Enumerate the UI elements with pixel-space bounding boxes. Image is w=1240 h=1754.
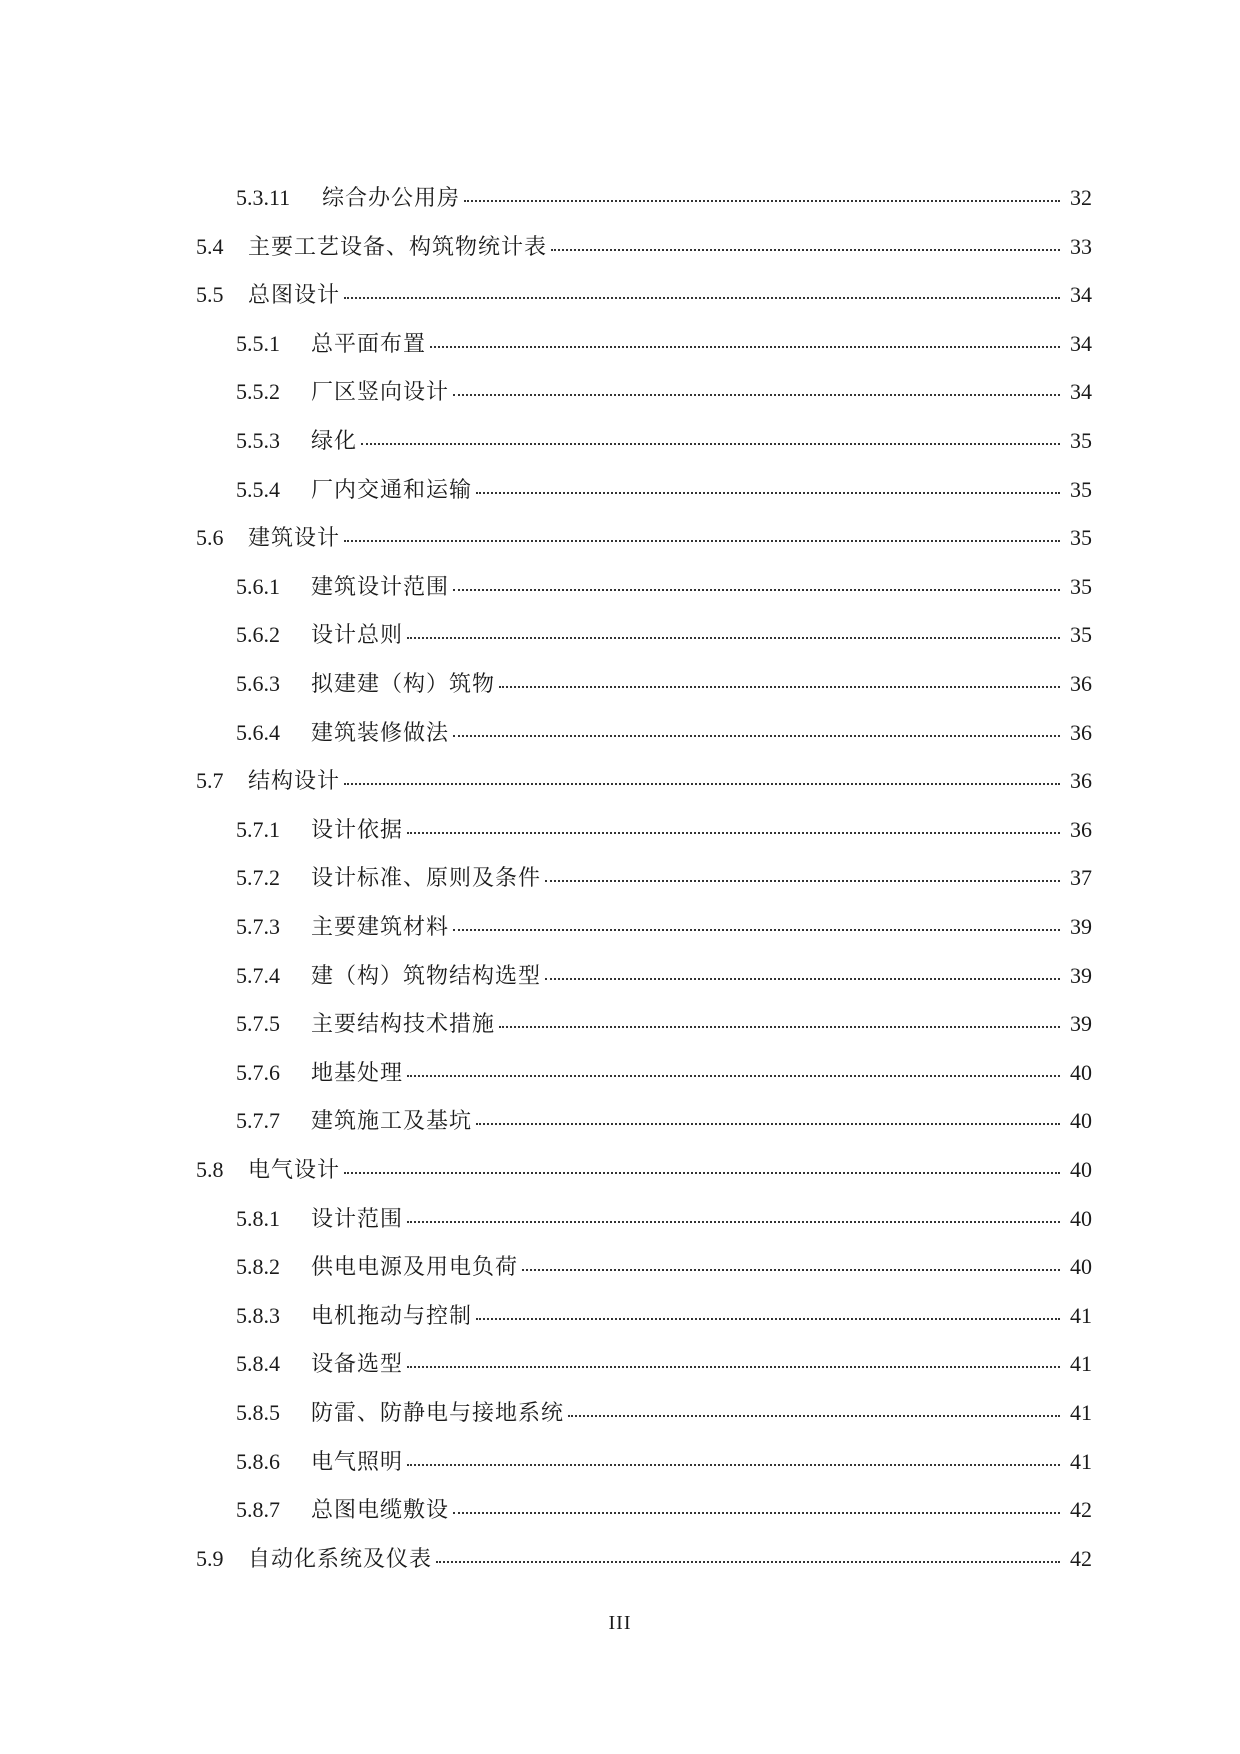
toc-entry-title: 建筑设计范围 [311, 574, 450, 600]
page-number: III [608, 1612, 632, 1634]
toc-entry-number: 5.6.1 [236, 573, 280, 599]
toc-entry-number: 5.8.5 [236, 1400, 280, 1425]
toc-dot-leader [430, 346, 1060, 348]
toc-entry[interactable] [236, 1490, 1092, 1530]
toc-dot-leader [545, 880, 1060, 882]
toc-entry[interactable] [236, 1296, 1092, 1336]
toc-entry-title: 建筑装修做法 [311, 720, 450, 746]
toc-entry-title: 地基处理 [311, 1060, 404, 1086]
toc-entry-page: 35 [1070, 573, 1092, 599]
toc-entry-page: 37 [1070, 865, 1092, 891]
toc-entry-title: 电气设计 [248, 1158, 341, 1183]
toc-dot-leader [453, 735, 1060, 737]
toc-dot-leader [407, 1464, 1060, 1466]
toc-entry-page: 41 [1070, 1302, 1092, 1328]
toc-entry-title: 厂内交通和运输 [311, 477, 473, 503]
toc-entry-page: 39 [1070, 914, 1092, 939]
toc-entry-page: 34 [1070, 282, 1092, 308]
toc-entry-page: 40 [1070, 1205, 1092, 1231]
toc-dot-leader [453, 589, 1060, 591]
toc-entry-title: 建筑设计 [248, 526, 341, 552]
toc-entry-page: 34 [1070, 379, 1092, 405]
toc-dot-leader [344, 783, 1060, 785]
toc-entry-page: 40 [1070, 1157, 1092, 1182]
toc-dot-leader [568, 1415, 1060, 1417]
toc-entry-number: 5.8.3 [236, 1302, 280, 1328]
toc-entry[interactable] [236, 1053, 1092, 1093]
toc-dot-leader [344, 1172, 1060, 1174]
toc-entry-page: 34 [1070, 330, 1092, 356]
toc-entry-title: 设计总则 [311, 623, 404, 649]
toc-entry-number: 5.7 [196, 768, 224, 794]
toc-entry[interactable] [236, 1247, 1092, 1287]
toc-entry-page: 39 [1070, 962, 1092, 988]
toc-entry[interactable] [236, 1442, 1092, 1482]
toc-entry[interactable] [236, 324, 1092, 364]
toc-entry-title: 设计标准、原则及条件 [311, 866, 542, 892]
toc-entry-number: 5.6.2 [236, 622, 280, 648]
toc-entry-number: 5.7.2 [236, 865, 280, 891]
toc-entry-page: 40 [1070, 1108, 1092, 1134]
toc-entry-number: 5.7.1 [236, 816, 280, 842]
toc-dot-leader [499, 686, 1060, 688]
toc-entry-page: 33 [1070, 233, 1092, 259]
toc-entry-title: 供电电源及用电负荷 [311, 1255, 519, 1281]
toc-entry-number: 5.8.4 [236, 1351, 280, 1377]
toc-entry-number: 5.8 [196, 1157, 224, 1182]
toc-entry[interactable] [196, 275, 1092, 315]
toc-entry-title: 结构设计 [248, 769, 341, 795]
toc-entry-title: 总图设计 [248, 283, 341, 309]
toc-dot-leader [407, 832, 1060, 834]
toc-entry-page: 42 [1070, 1545, 1092, 1571]
toc-dot-leader [344, 540, 1060, 542]
toc-entry-number: 5.7.5 [236, 1011, 280, 1037]
toc-entry-title: 总平面布置 [311, 331, 427, 357]
toc-entry-number: 5.3.11 [236, 185, 291, 210]
toc-dot-leader [407, 1075, 1060, 1077]
toc-entry[interactable] [236, 567, 1092, 607]
toc-entry-title: 自动化系统及仪表 [248, 1546, 433, 1572]
toc-entry[interactable] [236, 810, 1092, 850]
toc-dot-leader [522, 1269, 1060, 1271]
toc-entry[interactable] [196, 1150, 1092, 1190]
toc-entry-title: 电气照明 [311, 1449, 404, 1475]
toc-entry-page: 39 [1070, 1011, 1092, 1037]
toc-entry-title: 主要工艺设备、构筑物统计表 [248, 234, 548, 260]
toc-entry-page: 36 [1070, 671, 1092, 696]
toc-entry-title: 建筑施工及基坑 [311, 1109, 473, 1135]
toc-entry[interactable] [236, 956, 1092, 996]
toc-entry-number: 5.5.1 [236, 330, 280, 356]
toc-entry-title: 绿化 [311, 429, 358, 454]
toc-entry[interactable] [196, 227, 1092, 267]
toc-entry-title: 厂区竖向设计 [311, 380, 450, 406]
toc-entry[interactable] [236, 664, 1092, 704]
toc-entry[interactable] [236, 1344, 1092, 1384]
toc-entry-title: 综合办公用房 [322, 186, 461, 211]
toc-dot-leader [476, 492, 1060, 494]
toc-dot-leader [476, 1318, 1060, 1320]
toc-entry[interactable] [236, 1393, 1092, 1433]
toc-entry-title: 设计范围 [311, 1206, 404, 1232]
toc-dot-leader [453, 394, 1060, 396]
toc-entry[interactable] [236, 713, 1092, 753]
toc-entry-number: 5.7.7 [236, 1108, 280, 1134]
toc-entry-number: 5.5.4 [236, 476, 280, 502]
toc-entry[interactable] [236, 1004, 1092, 1044]
toc-entry-number: 5.5.3 [236, 428, 280, 453]
toc-dot-leader [545, 978, 1060, 980]
toc-entry-number: 5.8.2 [236, 1254, 280, 1280]
toc-entry-page: 40 [1070, 1059, 1092, 1085]
toc-entry[interactable] [236, 178, 1092, 218]
toc-entry-number: 5.8.6 [236, 1448, 280, 1474]
toc-entry-page: 35 [1070, 476, 1092, 502]
toc-entry-page: 41 [1070, 1448, 1092, 1474]
toc-entry-page: 35 [1070, 622, 1092, 648]
toc-entry-title: 设计依据 [311, 817, 404, 843]
toc-entry[interactable] [196, 1539, 1092, 1579]
toc-entry-number: 5.4 [196, 233, 224, 259]
toc-entry[interactable] [236, 470, 1092, 510]
toc-entry[interactable] [236, 421, 1092, 461]
toc-entry[interactable] [236, 907, 1092, 947]
toc-dot-leader [464, 200, 1060, 202]
toc-dot-leader [453, 929, 1060, 931]
toc-entry-page: 41 [1070, 1400, 1092, 1425]
toc-entry[interactable] [196, 518, 1092, 558]
toc-dot-leader [361, 443, 1060, 445]
toc-entry-number: 5.8.7 [236, 1497, 280, 1523]
toc-entry[interactable] [236, 1199, 1092, 1239]
toc-entry-page: 40 [1070, 1254, 1092, 1280]
toc-dot-leader [453, 1512, 1060, 1514]
toc-entry-number: 5.6 [196, 525, 224, 551]
toc-entry-number: 5.5.2 [236, 379, 280, 405]
toc-entry-page: 36 [1070, 816, 1092, 842]
toc-entry-page: 36 [1070, 768, 1092, 794]
toc-entry-title: 电机拖动与控制 [311, 1303, 473, 1329]
toc-entry-page: 42 [1070, 1497, 1092, 1523]
toc-dot-leader [407, 1221, 1060, 1223]
toc-dot-leader [407, 1366, 1060, 1368]
toc-entry[interactable] [236, 1101, 1092, 1141]
toc-entry-number: 5.6.3 [236, 671, 280, 696]
toc-entry-page: 35 [1070, 428, 1092, 453]
toc-entry[interactable] [236, 858, 1092, 898]
toc-entry-number: 5.5 [196, 282, 224, 308]
toc-entry-number: 5.9 [196, 1545, 224, 1571]
toc-entry[interactable] [236, 372, 1092, 412]
toc-entry-title: 主要建筑材料 [311, 915, 450, 940]
toc-entry-page: 35 [1070, 525, 1092, 551]
toc-entry-title: 防雷、防静电与接地系统 [311, 1401, 565, 1426]
toc-entry-page: 36 [1070, 719, 1092, 745]
toc-dot-leader [499, 1026, 1060, 1028]
toc-entry-title: 设备选型 [311, 1352, 404, 1378]
toc-dot-leader [551, 249, 1060, 251]
toc-dot-leader [476, 1123, 1060, 1125]
toc-entry-title: 拟建建（构）筑物 [311, 672, 496, 697]
toc-dot-leader [407, 637, 1060, 639]
toc-entry[interactable] [236, 615, 1092, 655]
toc-entry-page: 32 [1070, 185, 1092, 210]
toc-entry-page: 41 [1070, 1351, 1092, 1377]
toc-entry-number: 5.7.6 [236, 1059, 280, 1085]
toc-dot-leader [436, 1561, 1060, 1563]
toc-entry[interactable] [196, 761, 1092, 801]
toc-dot-leader [344, 297, 1060, 299]
toc-entry-number: 5.7.4 [236, 962, 280, 988]
toc-entry-title: 总图电缆敷设 [311, 1498, 450, 1524]
toc-entry-title: 建（构）筑物结构选型 [311, 963, 542, 989]
toc-entry-number: 5.8.1 [236, 1205, 280, 1231]
toc-entry-title: 主要结构技术措施 [311, 1012, 496, 1038]
toc-entry-number: 5.7.3 [236, 914, 280, 939]
toc-entry-number: 5.6.4 [236, 719, 280, 745]
